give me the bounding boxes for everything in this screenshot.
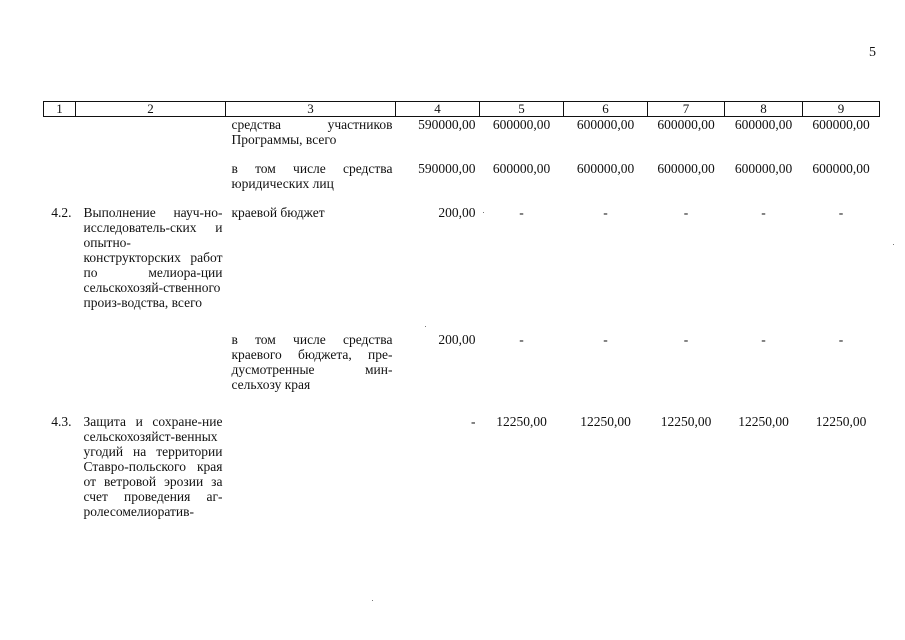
value-col-9: 12250,00 (815, 414, 867, 429)
row-description: Защита и сохране-ние сельскохозяйст-венных угодий на территории Ставро-польского края от ветровой эрозии за счет проведения аг-ролесомелиоратив- (83, 414, 223, 519)
value-col-7: - (683, 205, 689, 220)
value-col-7: - (683, 332, 689, 347)
value-col-5: - (519, 332, 524, 347)
row-index (44, 117, 76, 148)
value-col-4: - (471, 414, 476, 429)
row-index (44, 161, 76, 191)
column-header-1: 1 (44, 102, 76, 117)
row-spacer (44, 392, 880, 414)
value-col-4: 590000,00 (418, 117, 476, 132)
value-col-5: 600000,00 (492, 117, 551, 132)
page-number: 5 (869, 45, 876, 60)
value-col-5: - (519, 205, 524, 220)
table-row (44, 414, 880, 519)
table-row (44, 205, 880, 310)
table-row (44, 332, 880, 392)
column-header-6: 6 (564, 102, 648, 117)
column-header-7: 7 (648, 102, 725, 117)
row-spacer (44, 191, 880, 205)
value-col-5: 600000,00 (492, 161, 551, 176)
budget-table (43, 101, 880, 519)
value-col-6: 600000,00 (576, 161, 635, 176)
value-col-5: 12250,00 (496, 414, 547, 429)
column-header-2: 2 (76, 102, 226, 117)
column-header-5: 5 (480, 102, 564, 117)
row-description (76, 332, 226, 392)
row-index: 4.3. (51, 414, 72, 429)
funding-source: в том числе средства юридических лиц (231, 161, 393, 191)
row-index: 4.2. (51, 205, 72, 220)
table-row (44, 117, 880, 148)
value-col-4: 200,00 (438, 332, 476, 347)
value-col-6: - (603, 205, 608, 220)
value-col-9: - (838, 332, 844, 347)
table-row (44, 161, 880, 191)
value-col-9: - (838, 205, 844, 220)
scan-speck (483, 212, 484, 213)
value-col-6: - (603, 332, 608, 347)
value-col-8: 12250,00 (738, 414, 789, 429)
value-col-8: 600000,00 (734, 117, 793, 132)
column-header-9: 9 (803, 102, 880, 117)
row-description (76, 117, 226, 148)
column-header-8: 8 (725, 102, 803, 117)
scan-speck (372, 600, 373, 601)
value-col-7: 600000,00 (657, 117, 715, 132)
row-spacer (44, 147, 880, 161)
row-description: Выполнение науч-но-исследователь-ских и опытно-конструкторских работ по мелиора-ции сельскохозяй-ственного произ-водства, всего (83, 205, 223, 310)
value-col-4: 590000,00 (418, 161, 476, 176)
row-index (44, 332, 76, 392)
scan-speck (425, 326, 426, 327)
row-description (76, 161, 226, 191)
value-col-4: 200,00 (438, 205, 476, 220)
value-col-9: 600000,00 (812, 117, 870, 132)
value-col-8: - (761, 332, 766, 347)
value-col-7: 12250,00 (660, 414, 712, 429)
column-header-3: 3 (226, 102, 396, 117)
row-spacer (44, 310, 880, 332)
column-header-4: 4 (396, 102, 480, 117)
value-col-7: 600000,00 (657, 161, 715, 176)
value-col-8: 600000,00 (734, 161, 793, 176)
value-col-8: - (761, 205, 766, 220)
value-col-6: 600000,00 (576, 117, 635, 132)
funding-source: средства участников Программы, всего (231, 117, 393, 147)
value-col-9: 600000,00 (812, 161, 870, 176)
funding-source (226, 414, 396, 519)
value-col-6: 12250,00 (580, 414, 631, 429)
funding-source: краевой бюджет (231, 205, 325, 220)
funding-source: в том числе средства краевого бюджета, пре-дусмотренные мин-сельхозу края (231, 332, 393, 392)
scan-speck (893, 244, 894, 245)
column-number-row (44, 102, 880, 117)
